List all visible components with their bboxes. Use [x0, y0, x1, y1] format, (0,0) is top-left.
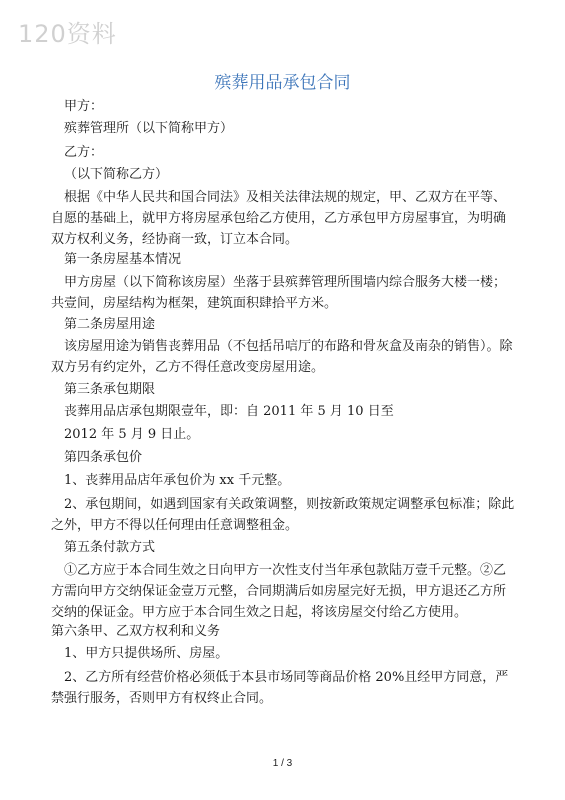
section-heading-3: 第三条承包期限 — [64, 382, 156, 397]
paragraph-article-6-item1: 1、甲方只提供场所、房屋。 — [64, 646, 229, 661]
page-number: 1 / 3 — [272, 758, 293, 769]
paragraph-party-b: 乙方： — [64, 145, 104, 160]
paragraph-party-a-name: 殡葬管理所（以下简称甲方） — [64, 121, 234, 136]
paragraph-article-5: ①乙方应于本合同生效之日向甲方一次性支付当年承包款陆万壹千元整。②乙方需向甲方交纳保证金壹万元整，合同期满后如房屋完好无损，甲方退还乙方所交纳的保证金。甲方应于本合同生效之日起，将该房屋交付给乙方使用。 — [51, 563, 507, 620]
section-heading-5: 第五条付款方式 — [64, 540, 156, 555]
paragraph-article-6-item2: 2、乙方所有经营价格必须低于本县市场同等商品价格 20%且经甲方同意，严禁强行服务，否则甲方有权终止合同。 — [51, 670, 509, 706]
document-title: 殡葬用品承包合同 — [214, 73, 351, 93]
section-heading-4: 第四条承包价 — [64, 450, 143, 465]
section-heading-6: 第六条甲、乙双方权利和义务 — [51, 624, 221, 639]
paragraph-preamble: 根据《中华人民共和国合同法》及相关法律法规的规定，甲、乙双方在平等、自愿的基础上，就甲方将房屋承包给乙方使用，乙方承包甲方房屋事宜，为明确双方权利义务，经协商一致，订立本合同。 — [51, 190, 507, 247]
section-heading-1: 第一条房屋基本情况 — [64, 252, 182, 267]
paragraph-article-4-item2: 2、承包期间，如遇到国家有关政策调整，则按新政策规定调整承包标准；除此之外，甲方不得以任何理由任意调整租金。 — [51, 497, 515, 533]
watermark-logo: 120资料 — [18, 20, 117, 48]
paragraph-article-3-line1: 丧葬用品店承包期限壹年，即：自 2011 年 5 月 10 日至 — [64, 404, 394, 419]
paragraph-article-1: 甲方房屋（以下简称该房屋）坐落于县殡葬管理所围墙内综合服务大楼一楼；共壹间，房屋结构为框架，建筑面积肆拾平方米。 — [51, 275, 507, 311]
paragraph-article-4-item1: 1、丧葬用品店年承包价为 xx 千元整。 — [64, 473, 291, 488]
paragraph-article-2: 该房屋用途为销售丧葬用品（不包括吊唁厅的布路和骨灰盒及南杂的销售）。除双方另有约定外，乙方不得任意改变房屋用途。 — [51, 339, 513, 375]
paragraph-party-a: 甲方： — [64, 99, 104, 114]
paragraph-party-b-name: （以下简称乙方） — [64, 167, 169, 182]
section-heading-2: 第二条房屋用途 — [64, 317, 156, 332]
paragraph-article-3-line2: 2012 年 5 月 9 日止。 — [64, 427, 200, 442]
